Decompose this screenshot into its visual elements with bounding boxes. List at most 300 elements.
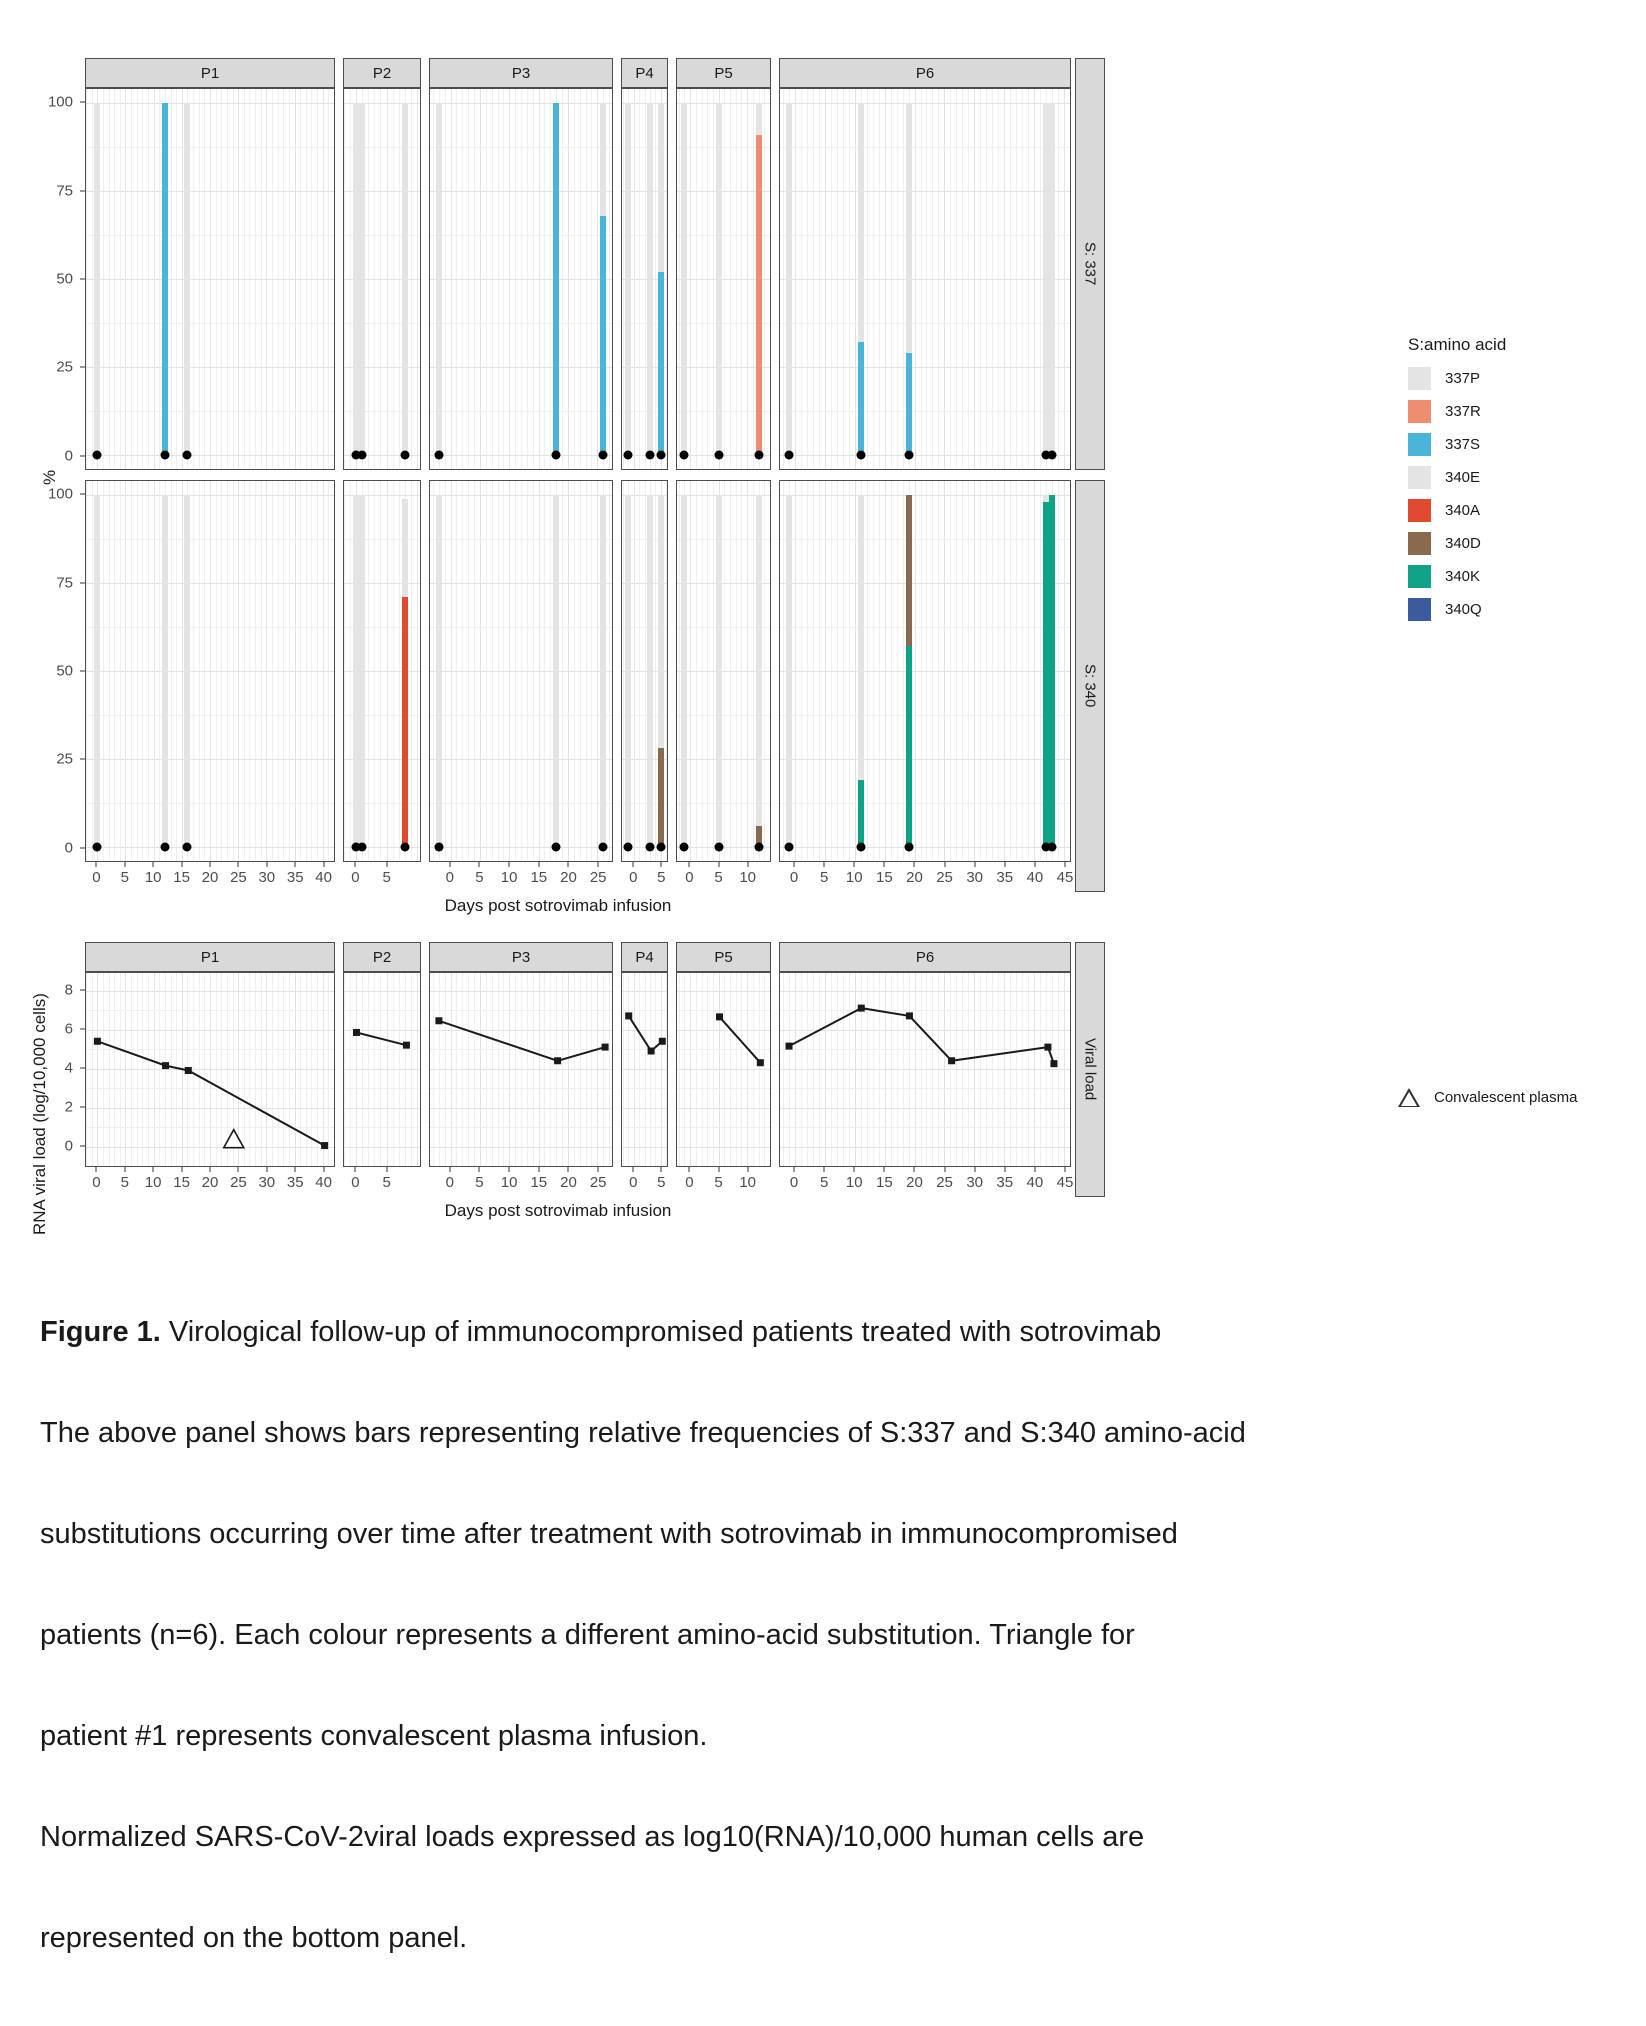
viral-point-P4-day3: [648, 1048, 655, 1055]
x-tick-label: 0: [629, 1174, 638, 1191]
amino-acid-legend: [1408, 335, 1640, 631]
gridline-vertical: [334, 89, 335, 469]
legend-item-340A: [1408, 499, 1640, 522]
x-tick-mark: [449, 862, 450, 867]
bar-segment-337S: [858, 342, 864, 455]
bar-P3-day26: [600, 103, 606, 455]
plot-area-P5-s340: [676, 480, 771, 862]
panel-P1-s337: [85, 58, 335, 470]
x-tick-label: 5: [475, 1174, 484, 1191]
facet-header-P2: P2: [343, 942, 421, 972]
gridline-horizontal: [780, 847, 1070, 848]
bar-P5-day12: [756, 103, 762, 455]
y-axis-s337: [0, 58, 85, 470]
viral-point-P4-day5: [659, 1038, 666, 1045]
x-tick-label: 10: [739, 1174, 757, 1191]
viral-load-line-P5: [677, 973, 771, 1167]
bar-segment-337P: [716, 103, 722, 455]
viral-point-P2-day0: [353, 1029, 360, 1036]
gridline-vertical: [770, 973, 771, 1166]
panel-P1-viral: [85, 942, 335, 1197]
x-tick-mark: [96, 1167, 97, 1172]
sample-dot-P3-day-2: [434, 450, 443, 459]
x-tick-label: 20: [201, 869, 219, 886]
gridline-horizontal: [780, 627, 1070, 628]
sample-dot-P6-day-1: [784, 450, 793, 459]
y-axis-s340: [0, 480, 85, 892]
x-tick-label: 5: [382, 1174, 391, 1191]
bar-P5-day12: [756, 495, 762, 847]
x-tick-label: 0: [685, 1174, 694, 1191]
x-tick-mark: [747, 862, 748, 867]
x-tick-label: 10: [739, 869, 757, 886]
convalescent-plasma-triangle: [224, 1130, 244, 1148]
x-tick-mark: [153, 862, 154, 867]
gridline-horizontal: [430, 715, 612, 716]
bar-segment-340E: [647, 495, 653, 847]
x-tick-mark: [1034, 1167, 1035, 1172]
x-tick-label: 35: [996, 869, 1014, 886]
bar-segment-340K: [858, 780, 864, 847]
bar-segment-340K: [906, 646, 912, 847]
x-axis-P1: [85, 862, 335, 892]
x-tick-label: 30: [966, 869, 983, 886]
viral-load-line-P2: [344, 973, 421, 1167]
x-tick-mark: [914, 862, 915, 867]
gridline-horizontal: [780, 455, 1070, 456]
bar-segment-337P: [906, 103, 912, 353]
x-tick-label: 45: [1056, 1174, 1074, 1191]
gridline-vertical: [334, 973, 335, 1166]
x-tick-label: 35: [996, 1174, 1014, 1191]
facet-strip-viral: [1075, 942, 1105, 1197]
bar-P6-day-1: [786, 103, 792, 455]
sample-dot-P6-day19: [904, 842, 913, 851]
x-tick-mark: [747, 1167, 748, 1172]
viral-point-P6-day42: [1044, 1044, 1051, 1051]
bar-P4-day-1: [625, 103, 631, 455]
viral-point-P3-day-2: [435, 1017, 442, 1024]
bar-P1-day16: [184, 103, 190, 455]
sample-dot-P6-day43: [1048, 842, 1057, 851]
panel-P5-s337: [676, 58, 771, 470]
sample-dot-P3-day26: [599, 842, 608, 851]
x-axis-P3: [429, 862, 613, 892]
sample-dot-P6-day11: [856, 450, 865, 459]
x-tick-label: 20: [560, 869, 577, 886]
x-tick-mark: [689, 1167, 690, 1172]
x-tick-mark: [974, 1167, 975, 1172]
y-tick-label: 100: [47, 485, 73, 503]
bar-segment-340E: [553, 495, 559, 847]
x-tick-mark: [854, 862, 855, 867]
x-tick-label: 5: [819, 869, 829, 886]
sample-dot-P3-day18: [552, 842, 561, 851]
bar-P2-day1: [359, 103, 365, 455]
panel-P6-s340: [779, 480, 1074, 892]
sample-dot-P4-day3: [645, 450, 654, 459]
caption-line-6: represented on the bottom panel.: [40, 1922, 468, 1954]
caption-line-5: Normalized SARS-CoV-2viral loads expressed as log10(RNA)/10,000 human cells are: [40, 1821, 1145, 1853]
bar-segment-337P: [756, 103, 762, 135]
x-tick-label: 15: [876, 869, 893, 886]
viral-point-P2-day8: [403, 1042, 410, 1049]
y-tick-label: 0: [64, 1137, 73, 1155]
panel-P5-s340: [676, 480, 771, 892]
bar-segment-340E: [681, 495, 687, 847]
sample-dot-P5-day12: [754, 450, 763, 459]
gridline-horizontal: [86, 147, 334, 148]
bar-P6-day11: [858, 103, 864, 455]
bar-P6-day43: [1049, 495, 1055, 847]
x-axis-P6: [779, 862, 1074, 892]
gridline-vertical: [770, 481, 771, 861]
bar-segment-340E: [184, 495, 190, 847]
panel-P2-s340: [343, 480, 421, 892]
x-tick-mark: [661, 1167, 662, 1172]
y-axis-title-viral-load: RNA viral load (log/10,000 cells): [30, 992, 49, 1235]
bar-segment-337S: [600, 216, 606, 455]
x-tick-mark: [633, 862, 634, 867]
x-tick-label: 0: [445, 869, 454, 886]
gridline-horizontal: [86, 759, 334, 760]
x-tick-mark: [598, 1167, 599, 1172]
facet-strip-viral-label: Viral load: [1081, 1038, 1099, 1101]
plot-area-P3-s337: [429, 88, 613, 470]
gridline-horizontal: [780, 411, 1070, 412]
x-tick-label: 10: [845, 869, 863, 886]
panels-s340: [85, 480, 1074, 892]
sample-dot-P1-day16: [183, 450, 192, 459]
panel-P4-s337: [621, 58, 668, 470]
sample-dot-P4-day-1: [624, 842, 633, 851]
y-tick-label: 50: [56, 662, 73, 680]
x-tick-label: 25: [230, 1174, 247, 1191]
x-tick-label: 20: [906, 1174, 923, 1191]
plot-area-P5-s337: [676, 88, 771, 470]
gridline-horizontal: [86, 627, 334, 628]
plasma-legend-label: Convalescent plasma: [1434, 1089, 1578, 1106]
gridline-horizontal: [430, 279, 612, 280]
x-tick-mark: [266, 862, 267, 867]
gridline-horizontal: [780, 803, 1070, 804]
gridline-horizontal: [86, 671, 334, 672]
x-tick-label: 5: [120, 869, 129, 886]
x-tick-mark: [323, 862, 324, 867]
bar-segment-340E: [600, 495, 606, 847]
bar-P5-day-1: [681, 103, 687, 455]
x-tick-mark: [914, 1167, 915, 1172]
caption-title-text: Virological follow-up of immunocompromised patients treated with sotrovimab: [160, 1316, 1162, 1348]
caption-line-2: substitutions occurring over time after treatment with sotrovimab in immunocompromised: [40, 1518, 1178, 1550]
gridline-horizontal: [86, 323, 334, 324]
gridline-horizontal: [430, 191, 612, 192]
y-tick-label: 8: [64, 981, 73, 999]
x-tick-label: 5: [657, 869, 666, 886]
x-tick-label: 5: [475, 869, 484, 886]
bar-segment-340E: [625, 495, 631, 847]
x-tick-label: 0: [92, 1174, 101, 1191]
sample-dot-P1-day12: [160, 842, 169, 851]
bar-segment-340E: [359, 495, 365, 847]
x-tick-label: 0: [789, 1174, 799, 1191]
panel-P2-viral: [343, 942, 421, 1197]
caption-body: [40, 1414, 1606, 1957]
gridline-horizontal: [86, 539, 334, 540]
plot-area-P2-s340: [343, 480, 421, 862]
bar-segment-340D: [658, 748, 664, 847]
bar-P1-day12: [162, 495, 168, 847]
gridline-horizontal: [780, 279, 1070, 280]
caption-figure-label: Figure 1.: [40, 1316, 161, 1348]
plot-area-P4-viral: [621, 972, 668, 1167]
viral-point-P3-day26: [602, 1044, 609, 1051]
panel-P1-s340: [85, 480, 335, 892]
plot-area-P1-s340: [85, 480, 335, 862]
x-tick-mark: [124, 862, 125, 867]
bar-P4-day3: [647, 495, 653, 847]
plot-area-P3-s340: [429, 480, 613, 862]
bar-segment-340E: [756, 495, 762, 826]
legend-label-337R: 337R: [1445, 403, 1481, 420]
sample-dot-P4-day5: [656, 842, 665, 851]
x-tick-mark: [295, 862, 296, 867]
gridline-horizontal: [86, 803, 334, 804]
x-tick-label: 35: [286, 869, 304, 886]
bar-segment-337P: [359, 103, 365, 455]
sample-dot-P5-day-1: [680, 450, 689, 459]
gridline-vertical: [1070, 89, 1071, 469]
caption-line-1: The above panel shows bars representing relative frequencies of S:337 and S:340 amino-acid: [40, 1417, 1246, 1449]
x-tick-mark: [538, 862, 539, 867]
sample-dot-P6-day-1: [784, 842, 793, 851]
x-tick-label: 5: [714, 869, 723, 886]
gridline-horizontal: [780, 103, 1070, 104]
panel-P4-s340: [621, 480, 668, 892]
bar-P6-day-1: [786, 495, 792, 847]
bar-P3-day18: [553, 103, 559, 455]
legend-item-340E: [1408, 466, 1640, 489]
legend-label-340E: 340E: [1445, 469, 1481, 486]
x-tick-label: 40: [315, 869, 332, 886]
y-axis-title-percent: %: [40, 469, 59, 485]
panel-P6-viral: [779, 942, 1074, 1197]
x-tick-mark: [238, 1167, 239, 1172]
bar-segment-340E: [436, 495, 442, 847]
facet-strip-s337: [1075, 58, 1105, 470]
x-tick-mark: [1034, 862, 1035, 867]
x-tick-mark: [153, 1167, 154, 1172]
bar-segment-337P: [786, 103, 792, 455]
bar-segment-337P: [1049, 103, 1055, 455]
x-tick-mark: [181, 1167, 182, 1172]
gridline-horizontal: [86, 103, 334, 104]
viral-load-line-P1: [86, 973, 335, 1167]
sample-dot-P5-day12: [754, 842, 763, 851]
facet-header-P5: P5: [676, 942, 771, 972]
x-tick-mark: [884, 1167, 885, 1172]
facet-header-P3: P3: [429, 58, 613, 88]
gridline-horizontal: [86, 367, 334, 368]
facet-header-P1: P1: [85, 942, 335, 972]
gridline-horizontal: [780, 539, 1070, 540]
triangle-icon: [1398, 1088, 1420, 1107]
y-tick-label: 25: [56, 750, 73, 768]
sample-dot-P3-day-2: [434, 842, 443, 851]
x-tick-label: 15: [173, 1174, 190, 1191]
facet-header-P4: P4: [621, 58, 668, 88]
plot-area-P6-viral: [779, 972, 1071, 1167]
gridline-horizontal: [430, 583, 612, 584]
bar-P6-day19: [906, 103, 912, 455]
panel-P5-viral: [676, 942, 771, 1197]
x-tick-label: 30: [258, 869, 276, 886]
gridline-vertical: [1070, 481, 1071, 861]
panel-P4-viral: [621, 942, 668, 1197]
bar-segment-337R: [756, 135, 762, 455]
figure-caption: [40, 1313, 1606, 1957]
gridline-horizontal: [780, 759, 1070, 760]
x-tick-mark: [794, 862, 795, 867]
panel-P6-s337: [779, 58, 1071, 470]
gridline-horizontal: [430, 539, 612, 540]
x-tick-mark: [96, 862, 97, 867]
bar-segment-340E: [858, 495, 864, 780]
gridline-horizontal: [780, 147, 1070, 148]
bar-P5-day5: [716, 495, 722, 847]
x-tick-mark: [479, 862, 480, 867]
x-axis-P6: [779, 1167, 1074, 1197]
gridline-horizontal: [430, 367, 612, 368]
gridline-horizontal: [780, 323, 1070, 324]
sample-dot-P1-day0: [93, 842, 102, 851]
x-axis-P3: [429, 1167, 613, 1197]
sample-dot-P6-day11: [856, 842, 865, 851]
gridline-horizontal: [430, 627, 612, 628]
x-tick-mark: [323, 1167, 324, 1172]
caption-title: [40, 1313, 1606, 1351]
legend-items: [1408, 367, 1640, 621]
x-tick-label: 5: [382, 869, 391, 886]
legend-swatch-340D: [1408, 532, 1431, 555]
x-tick-label: 0: [629, 869, 638, 886]
bar-segment-337P: [858, 103, 864, 342]
x-tick-mark: [794, 1167, 795, 1172]
legend-swatch-340K: [1408, 565, 1431, 588]
bar-P1-day0: [94, 495, 100, 847]
gridline-horizontal: [430, 455, 612, 456]
x-tick-mark: [974, 862, 975, 867]
viral-load-line-P4: [622, 973, 668, 1167]
x-tick-label: 0: [685, 869, 694, 886]
legend-item-340D: [1408, 532, 1640, 555]
facet-header-P6: P6: [779, 942, 1071, 972]
gridline-horizontal: [86, 495, 334, 496]
caption-line-3: patients (n=6). Each colour represents a different amino-acid substitution. Triangle for: [40, 1619, 1135, 1651]
panel-row-s340: [0, 480, 1646, 892]
gridline-vertical: [334, 481, 335, 861]
sample-dot-P5-day-1: [680, 842, 689, 851]
gridline-horizontal: [86, 583, 334, 584]
y-tick-label: 4: [64, 1059, 73, 1077]
sample-dot-P1-day16: [183, 842, 192, 851]
viral-point-P5-day5: [716, 1013, 723, 1020]
x-tick-mark: [598, 862, 599, 867]
bar-P6-day43: [1049, 103, 1055, 455]
bar-P2-day1: [359, 495, 365, 847]
bar-P2-day8: [402, 499, 408, 847]
bar-segment-337P: [681, 103, 687, 455]
x-tick-label: 20: [560, 1174, 577, 1191]
bar-segment-337S: [553, 103, 559, 455]
viral-point-P6-day11: [858, 1005, 865, 1012]
x-axis-P2: [343, 1167, 421, 1197]
legend-swatch-337P: [1408, 367, 1431, 390]
sample-dot-P4-day3: [645, 842, 654, 851]
gridline-horizontal: [430, 847, 612, 848]
x-tick-mark: [944, 862, 945, 867]
plot-area-P4-s340: [621, 480, 668, 862]
x-tick-label: 25: [936, 869, 953, 886]
x-tick-mark: [568, 862, 569, 867]
viral-point-P6-day26: [948, 1057, 955, 1064]
bar-segment-340E: [716, 495, 722, 847]
viral-point-P3-day18: [554, 1057, 561, 1064]
plot-area-P1-s337: [85, 88, 335, 470]
x-tick-label: 5: [819, 1174, 829, 1191]
legend-label-337S: 337S: [1445, 436, 1481, 453]
gridline-horizontal: [780, 715, 1070, 716]
gridline-horizontal: [86, 411, 334, 412]
bar-segment-337S: [162, 103, 168, 455]
viral-point-P1-day40: [321, 1142, 328, 1149]
legend-label-340Q: 340Q: [1445, 601, 1482, 618]
x-tick-label: 25: [230, 869, 247, 886]
legend-item-337R: [1408, 400, 1640, 423]
x-tick-label: 5: [657, 1174, 666, 1191]
y-tick-label: 6: [64, 1020, 73, 1038]
gridline-horizontal: [86, 191, 334, 192]
bar-segment-340D: [906, 495, 912, 646]
sample-dot-P2-day1: [358, 842, 367, 851]
sample-dot-P2-day8: [400, 450, 409, 459]
gridline-horizontal: [86, 715, 334, 716]
x-tick-mark: [1004, 862, 1005, 867]
x-tick-mark: [386, 862, 387, 867]
gridline-horizontal: [430, 147, 612, 148]
plot-area-P6-s337: [779, 88, 1071, 470]
panel-P3-s340: [429, 480, 613, 892]
bar-P3-day26: [600, 495, 606, 847]
x-tick-label: 25: [936, 1174, 953, 1191]
panel-row-s337: [0, 58, 1646, 470]
bar-segment-337S: [906, 353, 912, 455]
legend-label-340A: 340A: [1445, 502, 1481, 519]
panel-P3-s337: [429, 58, 613, 470]
bar-P5-day-1: [681, 495, 687, 847]
x-tick-mark: [509, 1167, 510, 1172]
bar-segment-337P: [402, 103, 408, 455]
gridline-horizontal: [430, 495, 612, 496]
x-axis-title-viral: Days post sotrovimab infusion: [444, 1201, 672, 1220]
x-tick-mark: [538, 1167, 539, 1172]
plot-area-P5-viral: [676, 972, 771, 1167]
x-tick-mark: [824, 862, 825, 867]
bar-P1-day0: [94, 103, 100, 455]
y-tick-label: 2: [64, 1098, 73, 1116]
x-tick-mark: [854, 1167, 855, 1172]
y-tick-label: 75: [56, 574, 73, 592]
